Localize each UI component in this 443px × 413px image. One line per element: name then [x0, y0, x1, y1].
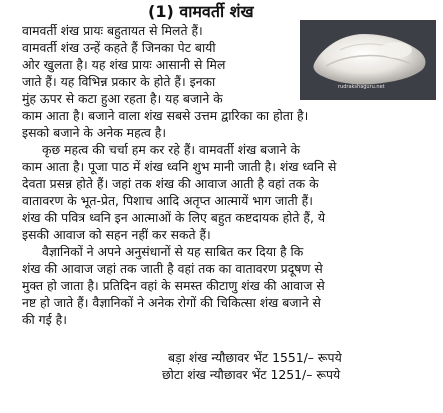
text-line: की गई है। — [22, 312, 67, 327]
paragraph-start: कृछ महत्व की चर्चा हम कर रहे हैं। वामवर्ती शंख बजाने के — [42, 142, 300, 157]
text-line: काम आता है। बजाने वाला शंख सबसे उत्तम द्वारिका का होता है। — [22, 108, 309, 123]
text-line: वामवर्ती शंख प्रायः बहुतायत से मिलते हैं। — [22, 23, 203, 38]
price-large-conch: बड़ा शंख न्यौछावर भेंट 1551/– रूपये — [168, 350, 342, 365]
text-line: जाते हैं। यह विभिन्न प्रकार के होते हैं। इनका — [22, 74, 216, 89]
text-line: इसकी आवाज को सहन नहीं कर सकते हैं। — [22, 227, 211, 242]
image-watermark: rudrakshaguru.net — [338, 84, 385, 90]
text-line: काम आता है। पूजा पाठ में शंख ध्वनि शुभ मानी जाती है। शंख ध्वनि से — [22, 159, 337, 174]
conch-shell-image — [300, 20, 436, 100]
text-line: मुक्त हो जाता है। प्रतिदिन वहां के समस्त कीटाणु शंख की आवाज से — [22, 278, 325, 293]
text-line: ओर खुलता है। यह शंख प्रायः आसानी से मिल — [22, 57, 226, 72]
text-line: शंख की आवाज जहां तक जाती है वहां तक का वातावरण प्रदूषण से — [22, 261, 323, 276]
text-line: इसको बजाने के अनेक महत्व है। — [22, 125, 167, 140]
text-line: वातावरण के भूत-प्रेत, पिशाच आदि अतृप्त आत्मायें भाग जाती हैं। — [22, 193, 313, 208]
text-line: देवता प्रसन्न होते हैं। जहां तक शंख की आवाज आती है वहां तक के — [22, 176, 319, 191]
paragraph-start: वैज्ञानिकों ने अपने अनुसंधानों से यह साबित कर दिया है कि — [42, 244, 304, 259]
price-small-conch: छोटा शंख न्यौछावर भेंट 1251/– रूपये — [162, 367, 341, 382]
text-line: वामवर्ती शंख उन्हें कहते हैं जिनका पेट बायी — [22, 40, 216, 55]
text-line: नष्ट हो जाते हैं। वैज्ञानिकों ने अनेक रोगों की चिकित्सा शंख बजाने से — [22, 295, 321, 310]
page-title: (1) वामवर्ती शंख — [148, 2, 254, 21]
text-line: मुंह ऊपर से कटा हुआ रहता है। यह बजाने के — [22, 91, 223, 106]
text-line: शंख की पवित्र ध्वनि इन आत्माओं के लिए बहुत कष्टदायक होते हैं, ये — [22, 210, 326, 225]
